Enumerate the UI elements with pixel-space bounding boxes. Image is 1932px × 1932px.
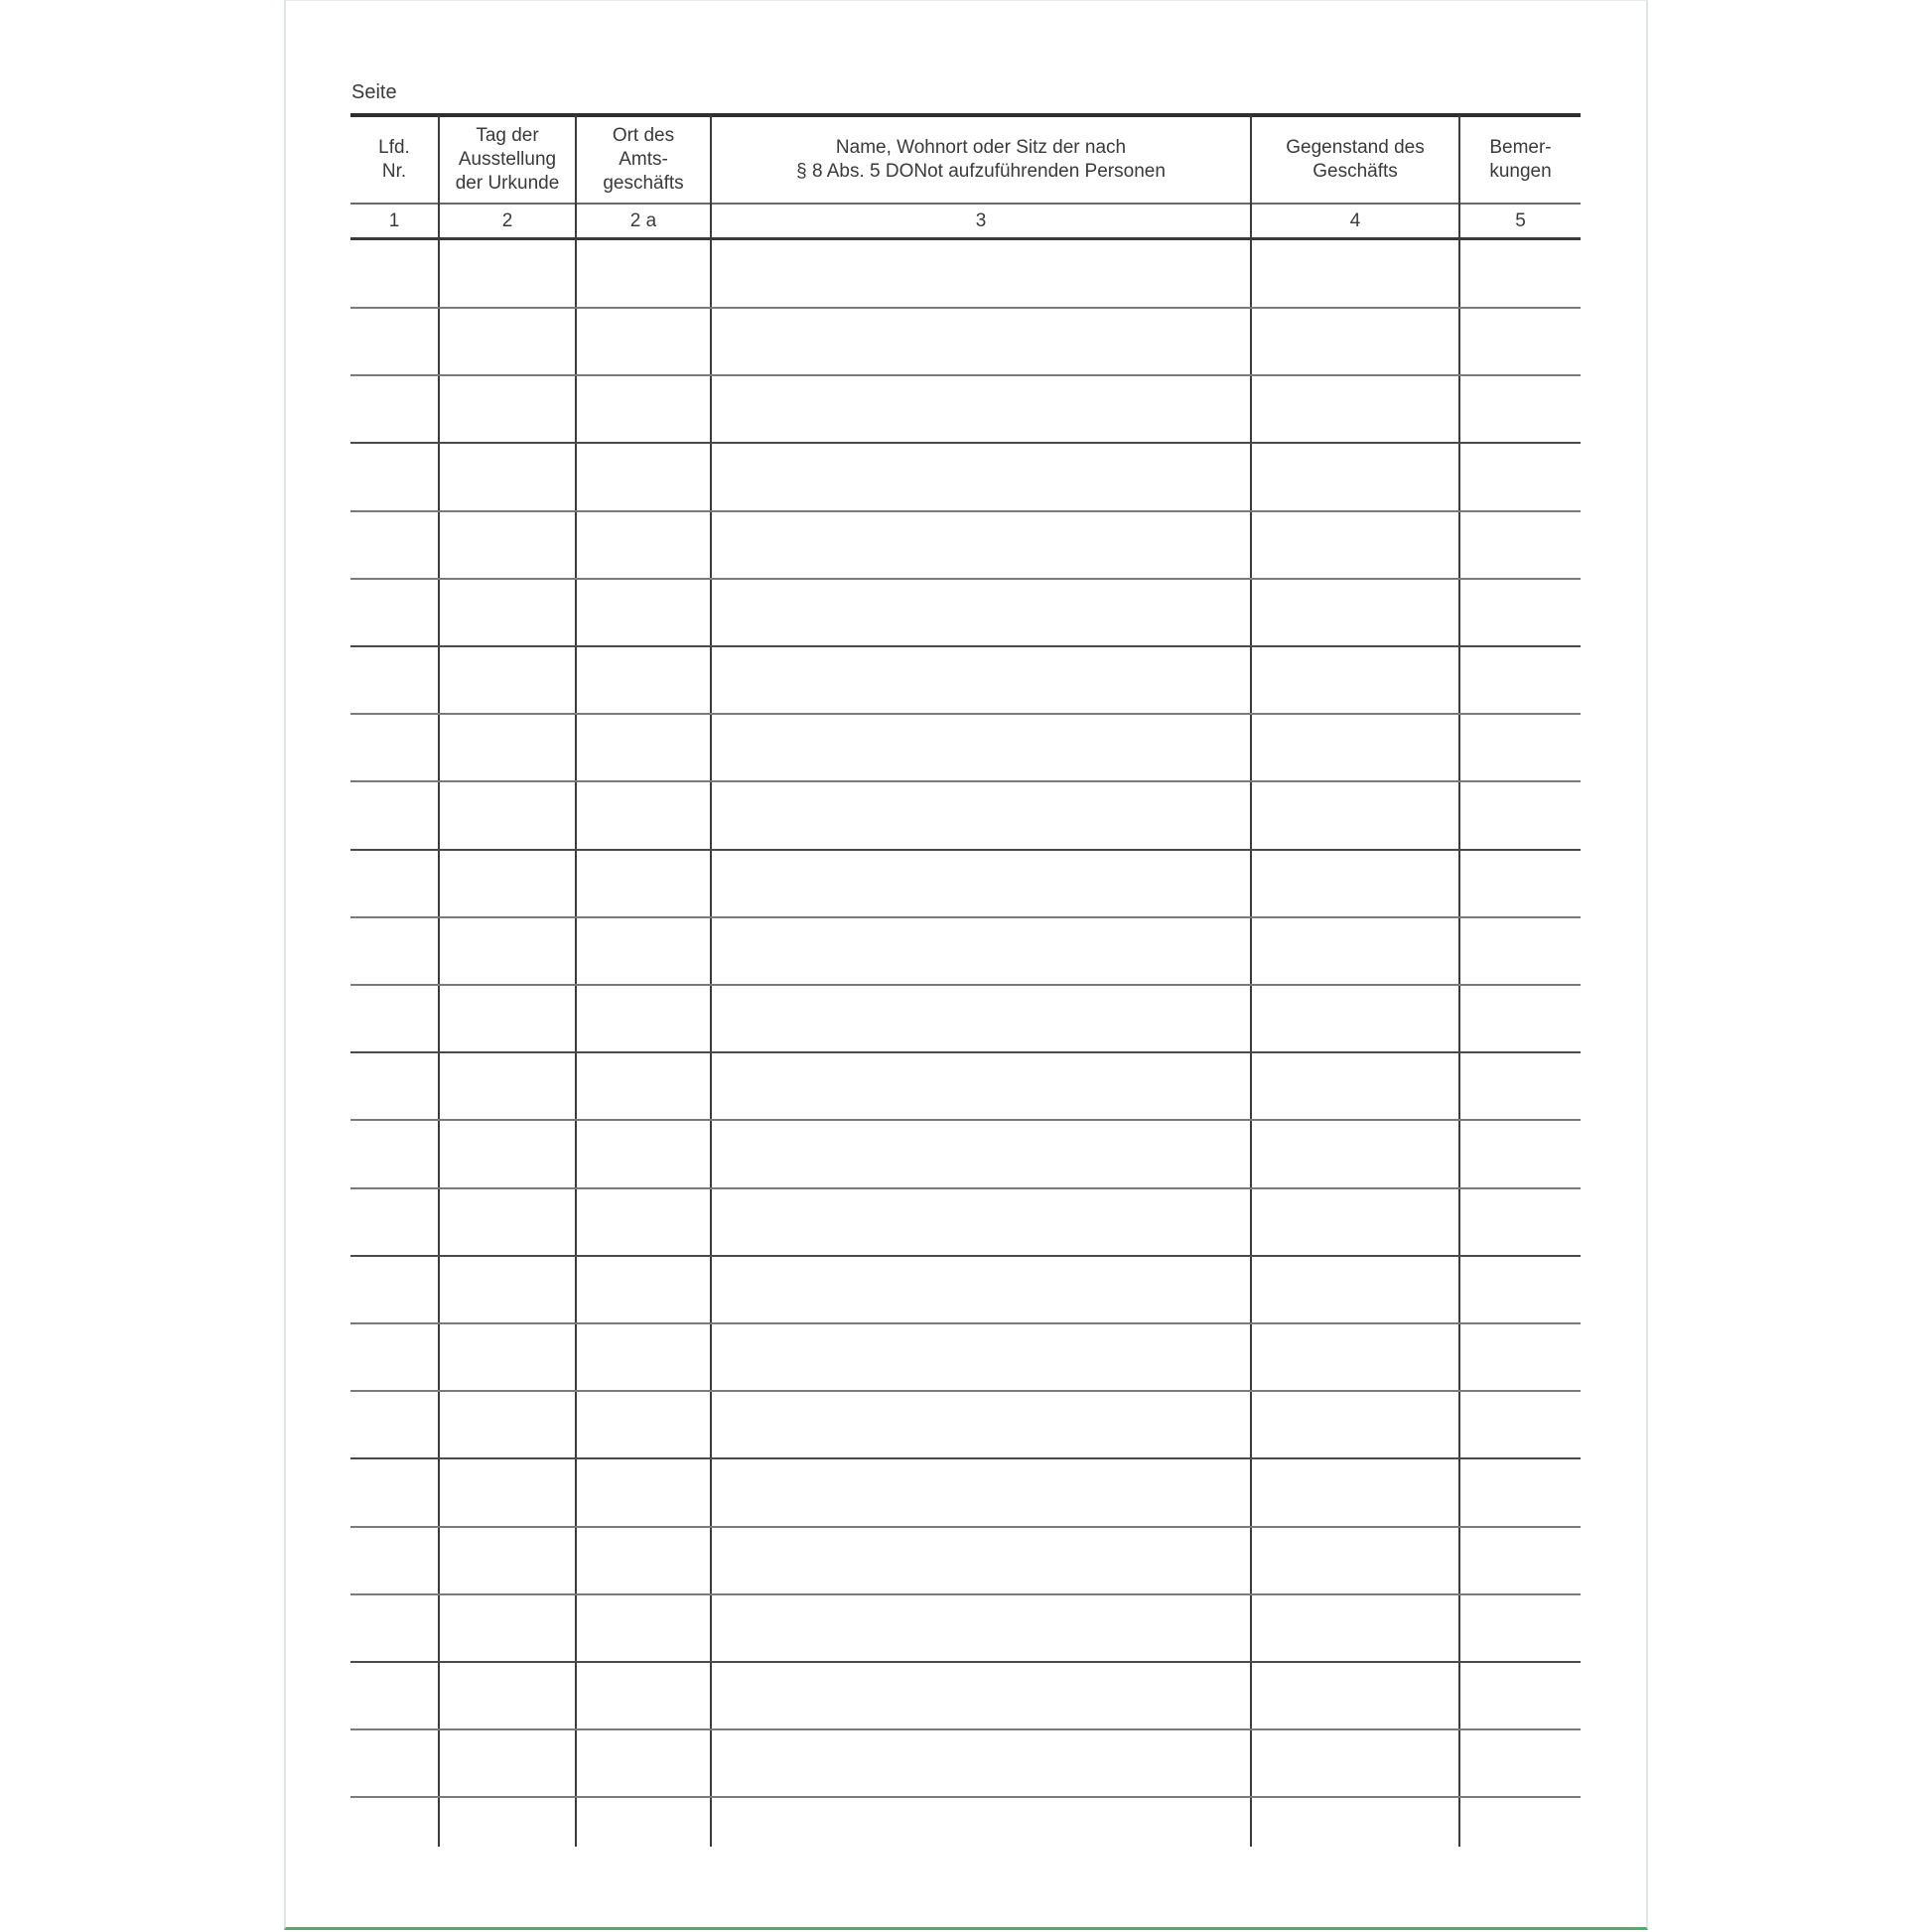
row-line (350, 1796, 1581, 1798)
row-line (350, 1119, 1581, 1121)
row-line (350, 916, 1581, 918)
row-line (350, 510, 1581, 512)
header-tag-der-ausstellung: Tag der Ausstellung der Urkunde (455, 125, 560, 194)
header-lfd-nr: Lfd. Nr. (378, 137, 410, 182)
column-number-3: 3 (975, 209, 987, 231)
row-line (350, 645, 1581, 647)
row-line (350, 713, 1581, 715)
row-line (350, 1187, 1581, 1189)
column-number-5: 5 (1515, 209, 1526, 231)
row-line (350, 442, 1581, 444)
row-line (350, 1593, 1581, 1595)
row-line (350, 1051, 1581, 1053)
row-line (350, 307, 1581, 309)
column-number-4: 4 (1349, 209, 1361, 231)
row-line (350, 1457, 1581, 1459)
row-line (350, 780, 1581, 782)
column-number-divider (350, 237, 1581, 240)
header-name-wohnort: Name, Wohnort oder Sitz der nach § 8 Abs. 5 DONot aufzuführenden Personen (796, 137, 1166, 182)
column-number-1: 1 (388, 209, 400, 231)
row-line (350, 1728, 1581, 1730)
row-line (350, 1390, 1581, 1392)
row-line (350, 1526, 1581, 1528)
row-line (350, 849, 1581, 851)
row-line (350, 984, 1581, 986)
header-ort-des-amtsgeschaefts: Ort des Amts- geschäfts (603, 125, 684, 194)
header-bemerkungen: Bemer- kungen (1489, 137, 1552, 182)
row-line (350, 1255, 1581, 1257)
column-number-2a: 2 a (629, 209, 657, 231)
row-line (350, 1661, 1581, 1663)
row-line (350, 1322, 1581, 1324)
form-sheet (284, 0, 1648, 1930)
row-line (350, 578, 1581, 580)
row-line (350, 374, 1581, 376)
page-label: Seite (351, 81, 397, 103)
column-number-2: 2 (501, 209, 513, 231)
header-gegenstand: Gegenstand des Geschäfts (1286, 137, 1425, 182)
